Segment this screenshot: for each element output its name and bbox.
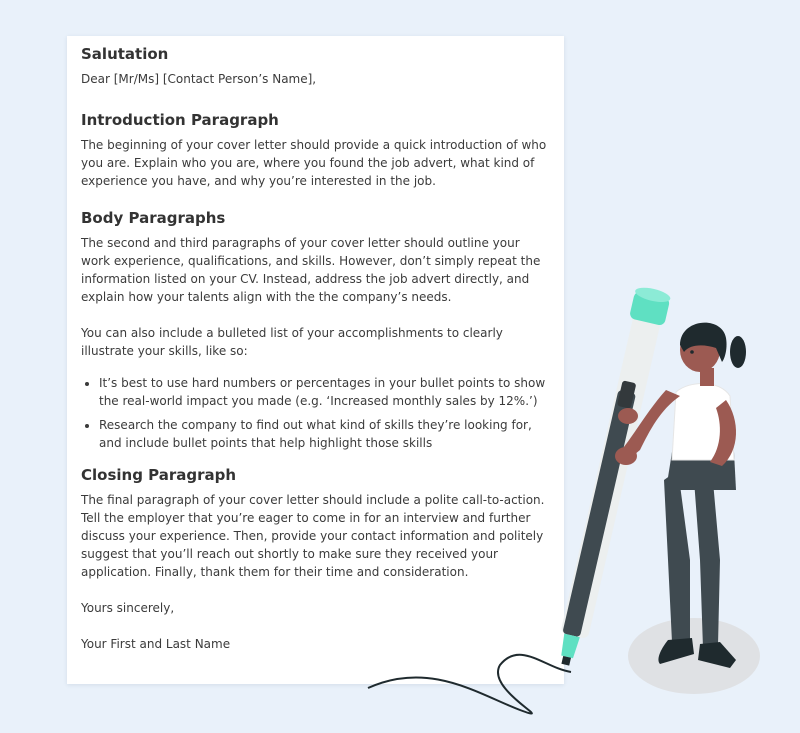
eye-icon [690, 350, 694, 354]
hair [680, 323, 727, 362]
body-text-1: The second and third paragraphs of your cover letter should outline your work experience, qualifications, and skills. However, don’t simply repeat the information listed on your CV. Instead, address the job advert directly, and explain how your talents align with the the company’s needs. [81, 236, 541, 304]
salutation-text: Dear [Mr/Ms] [Contact Person’s Name], [81, 72, 317, 86]
list-item: • It’s best to use hard numbers or percentages in your bullet points to show the real-world impact you made (e.g. ‘Increased monthly sales by 12%.’) [99, 374, 550, 410]
hand-top [618, 408, 638, 424]
cover-letter-page [67, 36, 564, 684]
body-heading: Body Paragraphs [81, 209, 226, 227]
body-text-2: You can also include a bulleted list of your accomplishments to clearly illustrate your skills, like so: [81, 326, 503, 358]
salutation-section [81, 44, 550, 88]
closing-section [81, 465, 550, 581]
face [680, 328, 720, 372]
closing-text: The final paragraph of your cover letter should include a polite call-to-action. Tell the employer that you’re eager to come in for an interview and further discuss your experience. Then, provide your contact information and politely suggest that you’ll reach out shortly to make sure they received your application. Finally, thank them for their time and consideration. [81, 493, 545, 579]
introduction-text: The beginning of your cover letter should provide a quick introduction of who you are. Explain who you are, where you found the job advert, what kind of experience you have, and why you’re interested in the job. [81, 138, 547, 188]
introduction-heading: Introduction Paragraph [81, 111, 279, 129]
valediction: Yours sincerely, [81, 601, 175, 615]
salutation-heading: Salutation [81, 45, 169, 63]
signature-name: Your First and Last Name [81, 637, 231, 651]
pants [666, 452, 736, 490]
shirt [672, 383, 734, 460]
shoe-right-icon [698, 642, 736, 668]
introduction-section [81, 110, 550, 190]
arm-front [620, 390, 680, 460]
giant-pen-icon [550, 285, 672, 669]
closing-heading: Closing Paragraph [81, 466, 237, 484]
leg-front [664, 470, 690, 642]
neck [700, 368, 714, 386]
body-section [81, 208, 550, 452]
hand-bottom [615, 447, 637, 465]
list-item: • Research the company to find out what kind of skills they’re looking for, and include bullet points that help highlight those skills [99, 416, 550, 452]
shoe-left-icon [658, 638, 694, 664]
leg-back [694, 470, 720, 648]
arm-back [710, 400, 736, 466]
ponytail [730, 336, 746, 368]
accomplishments-list [81, 374, 550, 452]
floor-shadow [628, 618, 760, 694]
